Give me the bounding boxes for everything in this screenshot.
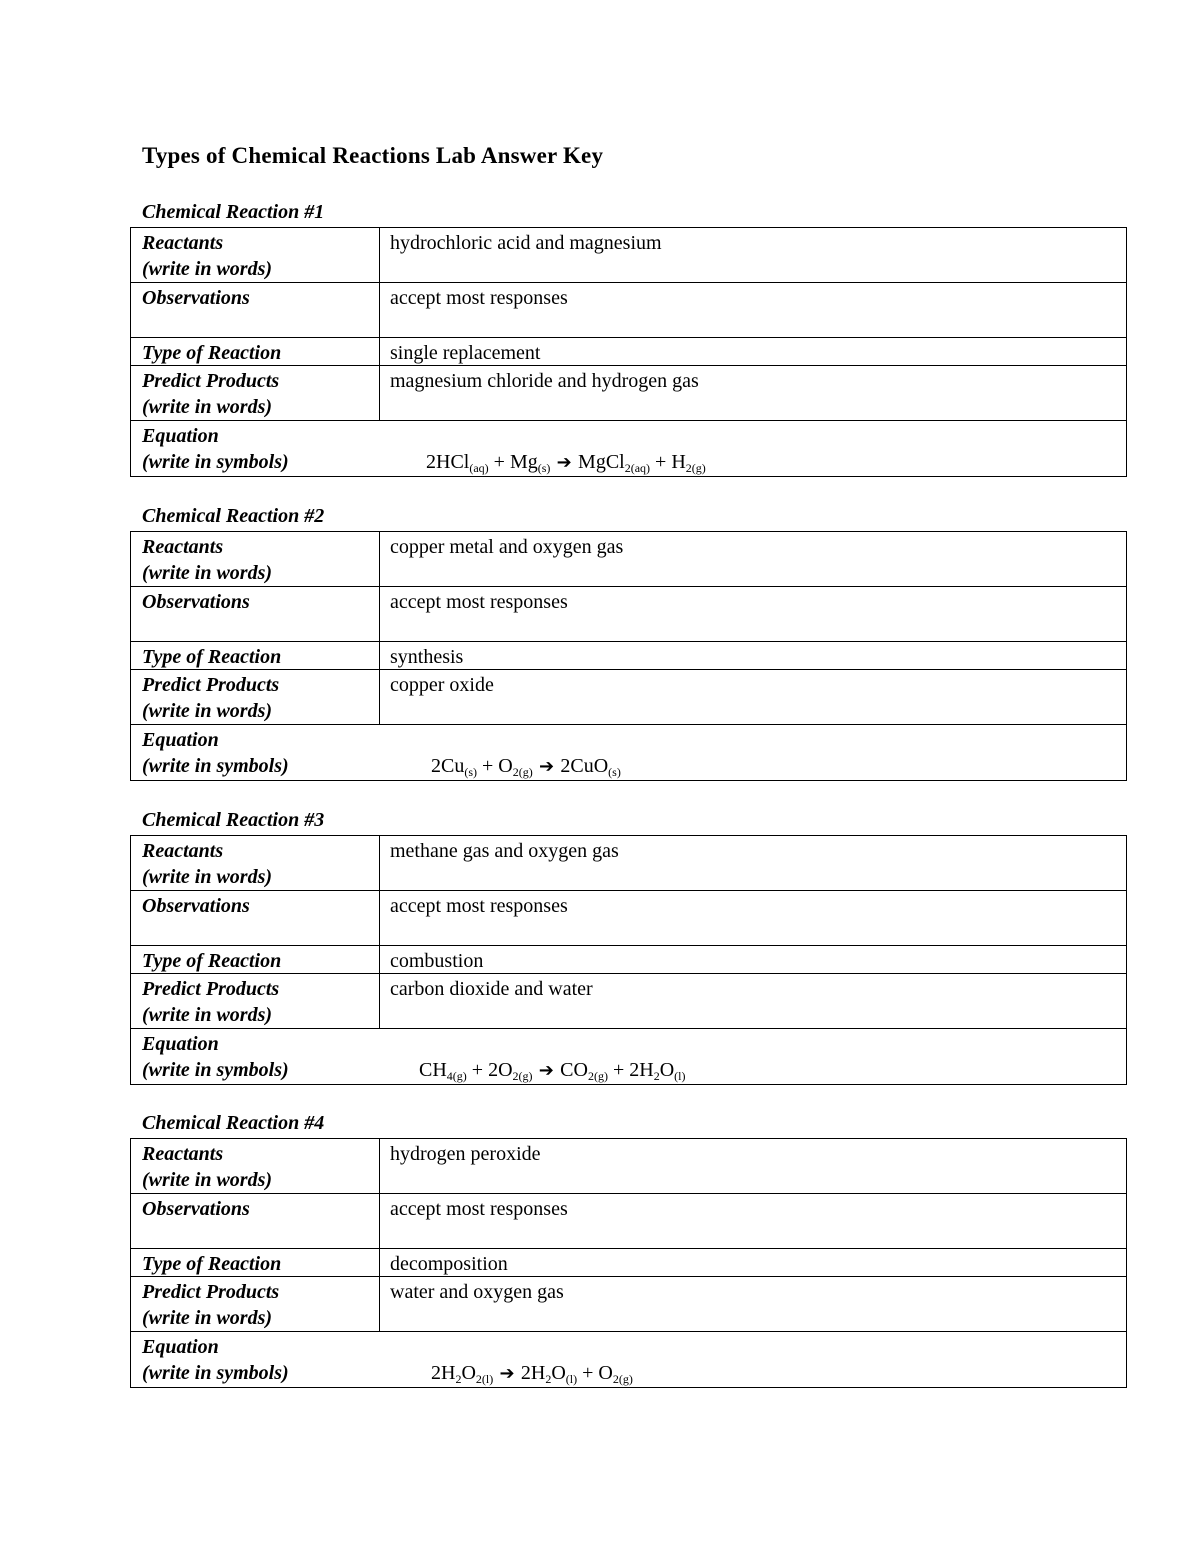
products-value: water and oxygen gas <box>390 1281 564 1303</box>
products-row <box>131 974 1126 1029</box>
observations-value: accept most responses <box>390 591 568 613</box>
reaction-3-heading: Chemical Reaction #3 <box>142 809 325 831</box>
chemical-equation: $2H_2O_{2(l)}$ ➔ $2H_2O_{(l)} + O_{2(g)}$ <box>431 1362 633 1386</box>
reaction-3-table <box>130 835 1127 1085</box>
observations-row <box>131 1194 1126 1249</box>
reactants-row <box>131 532 1126 587</box>
reactants-label: Reactants (write in words) <box>131 532 380 586</box>
equation-row <box>131 1029 1126 1084</box>
reactants-value: hydrogen peroxide <box>390 1143 541 1165</box>
type-value: decomposition <box>390 1253 508 1275</box>
page-title: Types of Chemical Reactions Lab Answer Key <box>142 143 604 168</box>
equation-label: Equation (write in symbols) <box>142 1336 289 1384</box>
type-label: Type of Reaction <box>131 642 380 669</box>
products-label: Predict Products (write in words) <box>131 366 380 420</box>
chemical-equation: $2Cu_{(s)} + O_{2(g)}$ ➔ 2CuO$_{(s)}$ <box>431 755 621 779</box>
type-value: single replacement <box>390 342 541 364</box>
products-value: copper oxide <box>390 674 494 696</box>
type-row <box>131 338 1126 366</box>
equation-row <box>131 421 1126 476</box>
observations-value: accept most responses <box>390 895 568 917</box>
products-row <box>131 670 1126 725</box>
observations-label: Observations <box>131 283 380 337</box>
observations-label: Observations <box>131 1194 380 1248</box>
type-row <box>131 1249 1126 1277</box>
chemical-equation: $CH_{4(g)} + 2O_{2(g)}$ ➔ $CO_{2(g)} + 2H_2O_{(l)}$ <box>419 1059 686 1083</box>
reactants-row <box>131 836 1126 891</box>
arrow-icon: ➔ <box>550 452 579 473</box>
reaction-2-table <box>130 531 1127 781</box>
products-row <box>131 366 1126 421</box>
equation-label: Equation (write in symbols) <box>142 729 289 777</box>
reactants-row <box>131 1139 1126 1194</box>
reactants-row <box>131 228 1126 283</box>
type-row <box>131 642 1126 670</box>
reactants-label: Reactants (write in words) <box>131 1139 380 1193</box>
reactants-label: Reactants (write in words) <box>131 228 380 282</box>
products-label: Predict Products (write in words) <box>131 974 380 1028</box>
reaction-1-table <box>130 227 1127 477</box>
reaction-1-heading: Chemical Reaction #1 <box>142 201 325 223</box>
equation-label: Equation (write in symbols) <box>142 1033 289 1081</box>
observations-row <box>131 587 1126 642</box>
observations-label: Observations <box>131 587 380 641</box>
equation-row <box>131 725 1126 780</box>
type-row <box>131 946 1126 974</box>
arrow-icon: ➔ <box>493 1363 521 1384</box>
observations-value: accept most responses <box>390 287 568 309</box>
reaction-4-heading: Chemical Reaction #4 <box>142 1112 325 1134</box>
arrow-icon: ➔ <box>532 1060 561 1081</box>
type-label: Type of Reaction <box>131 1249 380 1276</box>
products-label: Predict Products (write in words) <box>131 1277 380 1331</box>
reactants-label: Reactants (write in words) <box>131 836 380 890</box>
type-label: Type of Reaction <box>131 946 380 973</box>
equation-row <box>131 1332 1126 1387</box>
type-value: synthesis <box>390 646 464 668</box>
observations-label: Observations <box>131 891 380 945</box>
reactants-value: methane gas and oxygen gas <box>390 840 619 862</box>
reaction-2-heading: Chemical Reaction #2 <box>142 505 325 527</box>
chemical-equation: $2HCl_{(aq)} + Mg_{(s)}$ ➔ MgCl$_{2(aq)}$ + $H_{2(g)}$ <box>426 451 706 475</box>
observations-row <box>131 283 1126 338</box>
products-value: magnesium chloride and hydrogen gas <box>390 370 699 392</box>
arrow-icon: ➔ <box>532 756 561 777</box>
type-label: Type of Reaction <box>131 338 380 365</box>
type-value: combustion <box>390 950 484 972</box>
reactants-value: copper metal and oxygen gas <box>390 536 624 558</box>
observations-value: accept most responses <box>390 1198 568 1220</box>
reactants-value: hydrochloric acid and magnesium <box>390 232 662 254</box>
equation-label: Equation (write in symbols) <box>142 425 289 473</box>
products-row <box>131 1277 1126 1332</box>
products-value: carbon dioxide and water <box>390 978 593 1000</box>
products-label: Predict Products (write in words) <box>131 670 380 724</box>
observations-row <box>131 891 1126 946</box>
reaction-4-table <box>130 1138 1127 1388</box>
